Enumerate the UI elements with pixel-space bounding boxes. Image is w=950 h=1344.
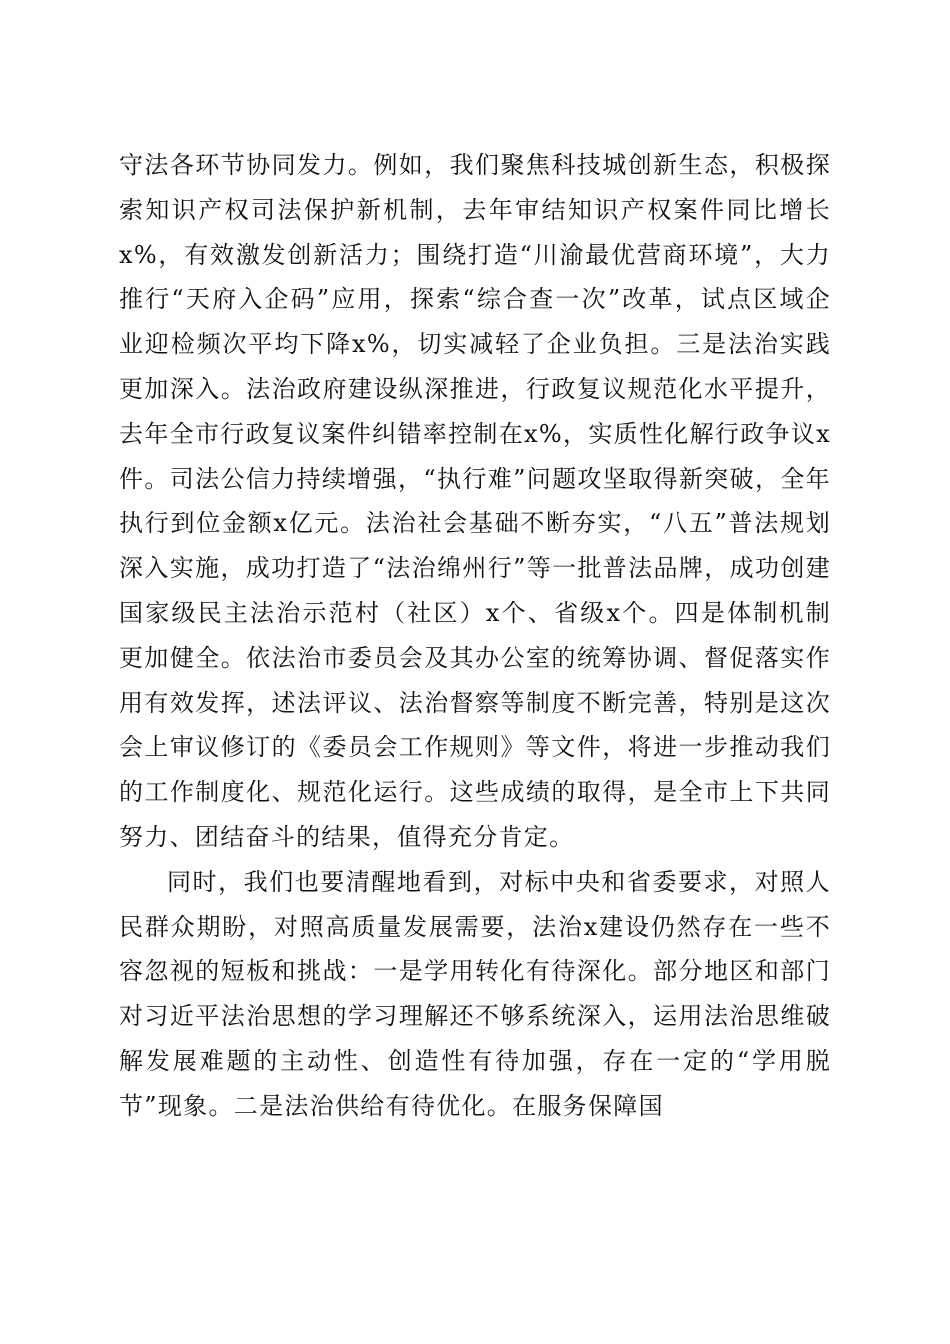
paragraph-shortcomings: 同时，我们也要清醒地看到，对标中央和省委要求，对照人民群众期盼，对照高质量发展需要，法治x建设仍然存在一些不容忽视的短板和挑战：一是学用转化有待深化。部分地区和部门对习近平法治思想的学习理解还不够系统深入，运用法治思维破解发展难题的主动性、创造性有待加强，存在一定的“学用脱节”现象。二是法治供给有待优化。在服务保障国 xyxy=(119,867,831,1120)
document-body xyxy=(119,143,831,1129)
paragraph-continued: 守法各环节协同发力。例如，我们聚焦科技城创新生态，积极探索知识产权司法保护新机制，去年审结知识产权案件同比增长x%，有效激发创新活力；围绕打造“川渝最优营商环境”，大力推行“天府入企码”应用，探索“综合查一次”改革，试点区域企业迎检频次平均下降x%，切实减轻了企业负担。三是法治实践更加深入。法治政府建设纵深推进，行政复议规范化水平提升，去年全市行政复议案件纠错率控制在x%，实质性化解行政争议x件。司法公信力持续增强，“执行难”问题攻坚取得新突破，全年执行到位金额x亿元。法治社会基础不断夯实，“八五”普法规划深入实施，成功打造了“法治绵州行”等一批普法品牌，成功创建国家级民主法治示范村（社区）x个、省级x个。四是体制机制更加健全。依法治市委员会及其办公室的统筹协调、督促落实作用有效发挥，述法评议、法治督察等制度不断完善，特别是这次会上审议修订的《委员会工作规则》等文件，将进一步推动我们的工作制度化、规范化运行。这些成绩的取得，是全市上下共同努力、团结奋斗的结果，值得充分肯定。 xyxy=(119,151,831,851)
